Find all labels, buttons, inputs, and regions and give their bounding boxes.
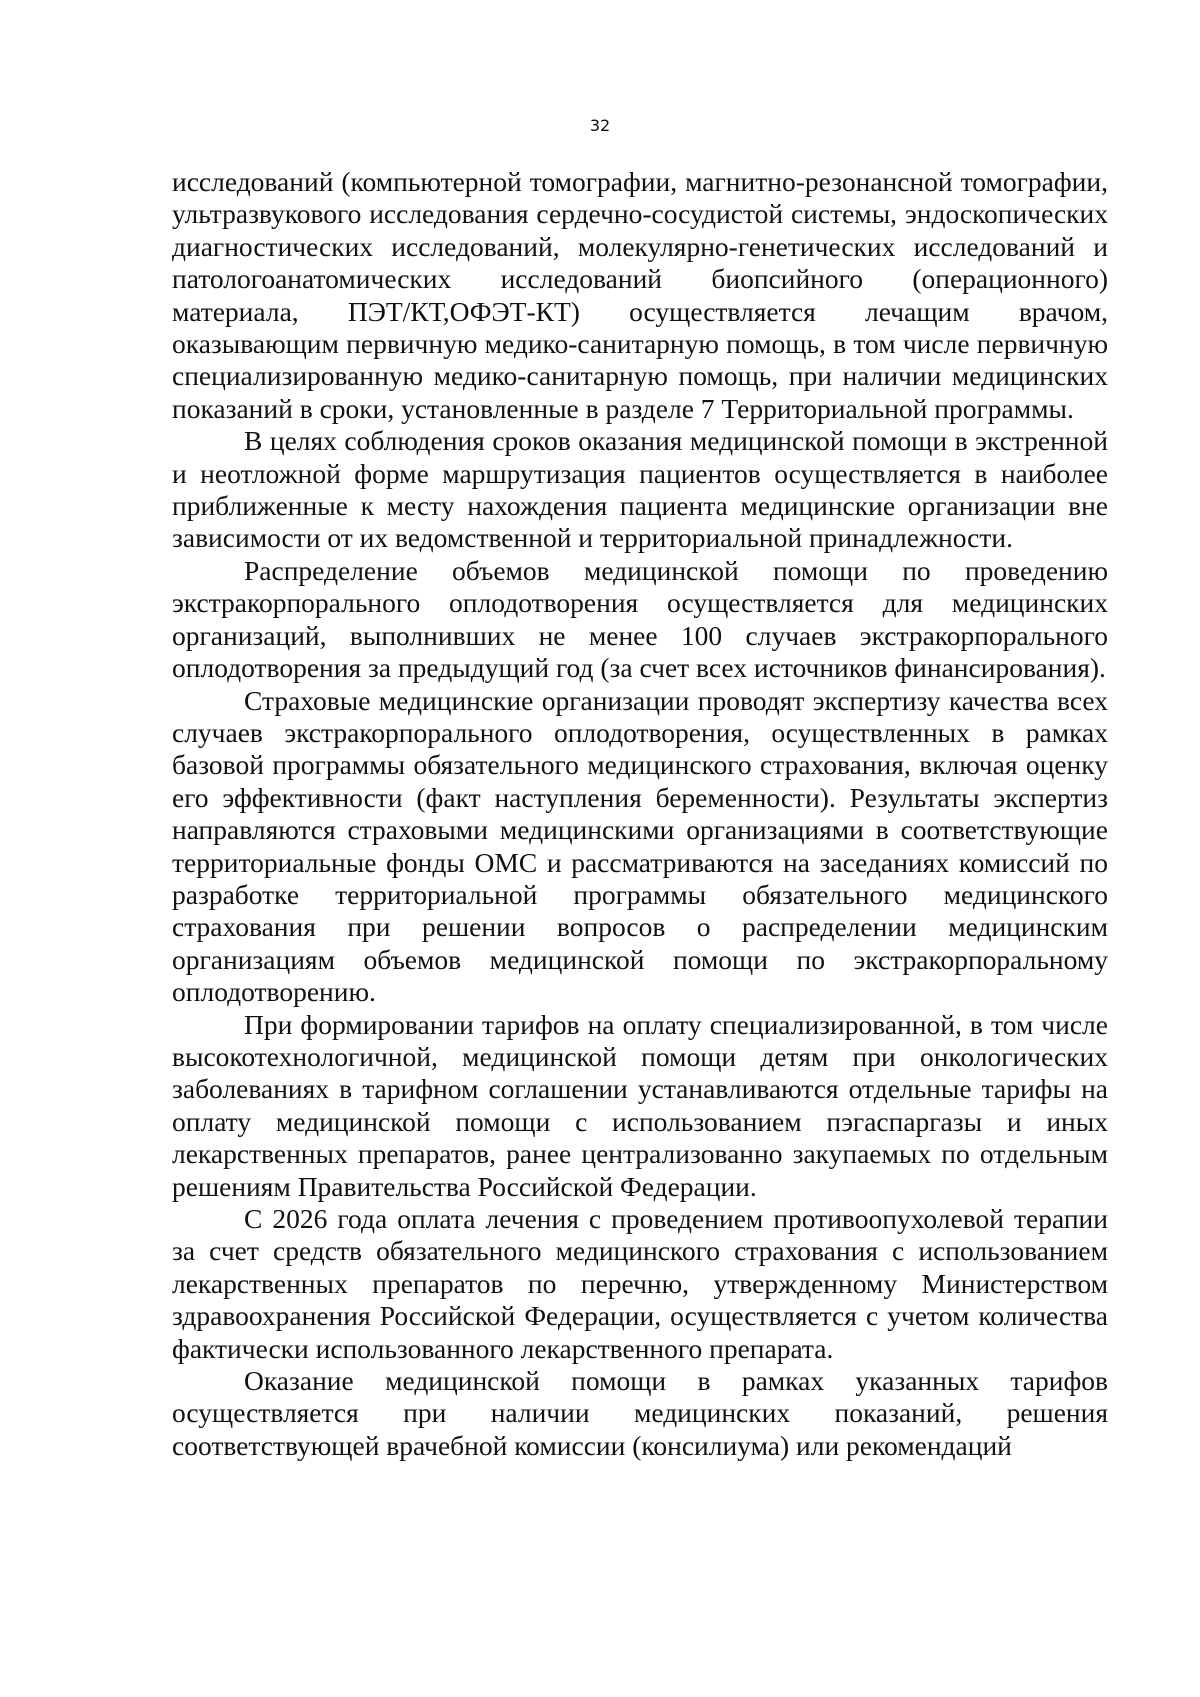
paragraph: В целях соблюдения сроков оказания медицинской помощи в экстренной и неотложной форме маршрутизация пациентов осуществляется в наиболее приближенные к месту нахождения пациента медицинские организации вне зависимости от их ведомственной и территориальной принадлежности. [172,425,1108,554]
paragraph: исследований (компьютерной томографии, магнитно-резонансной томографии, ультразвукового исследования сердечно-сосудистой системы, эндоскопических диагностических исследований, молекулярно-генетических исследований и патологоанатомических исследований биопсийного (операционного) материала, ПЭТ/КТ,ОФЭТ-КТ) осуществляется лечащим врачом, оказывающим первичную медико-санитарную помощь, в том числе первичную специализированную медико-санитарную помощь, при наличии медицинских показаний в сроки, установленные в разделе 7 Территориальной программы. [172,166,1108,424]
paragraph: Страховые медицинские организации проводят экспертизу качества всех случаев экстракорпорального оплодотворения, осуществленных в рамках базовой программы обязательного медицинского страхования, включая оценку его эффективности (факт наступления беременности). Результаты экспертиз направляются страховыми медицинскими организациями в соответствующие территориальные фонды ОМС и рассматриваются на заседаниях комиссий по разработке территориальной программы обязательного медицинского страхования при решении вопросов о распределении медицинским организациям объемов медицинской помощи по экстракорпоральному оплодотворению. [172,684,1108,1008]
paragraph: С 2026 года оплата лечения с проведением противоопухолевой терапии за счет средств обязательного медицинского страхования с использованием лекарственных препаратов по перечню, утвержденному Министерством здравоохранения Российской Федерации, осуществляется с учетом количества фактически использованного лекарственного препарата. [172,1203,1108,1364]
paragraph: Распределение объемов медицинской помощи по проведению экстракорпорального оплодотворения осуществляется для медицинских организаций, выполнивших не менее 100 случаев экстракорпорального оплодотворения за предыдущий год (за счет всех источников финансирования). [172,554,1108,684]
paragraph: Оказание медицинской помощи в рамках указанных тарифов осуществляется при наличии медицинских показаний, решения соответствующей врачебной комиссии (консилиума) или рекомендаций [172,1365,1108,1461]
paragraph: При формировании тарифов на оплату специализированной, в том числе высокотехнологичной, медицинской помощи детям при онкологических заболеваниях в тарифном соглашении устанавливаются отдельные тарифы на оплату медицинской помощи с использованием пэгаспаргазы и иных лекарственных препаратов, ранее централизованно закупаемых по отдельным решениям Правительства Российской Федерации. [172,1008,1108,1202]
page-number: 32 [589,116,611,135]
page-body [172,166,1108,1462]
